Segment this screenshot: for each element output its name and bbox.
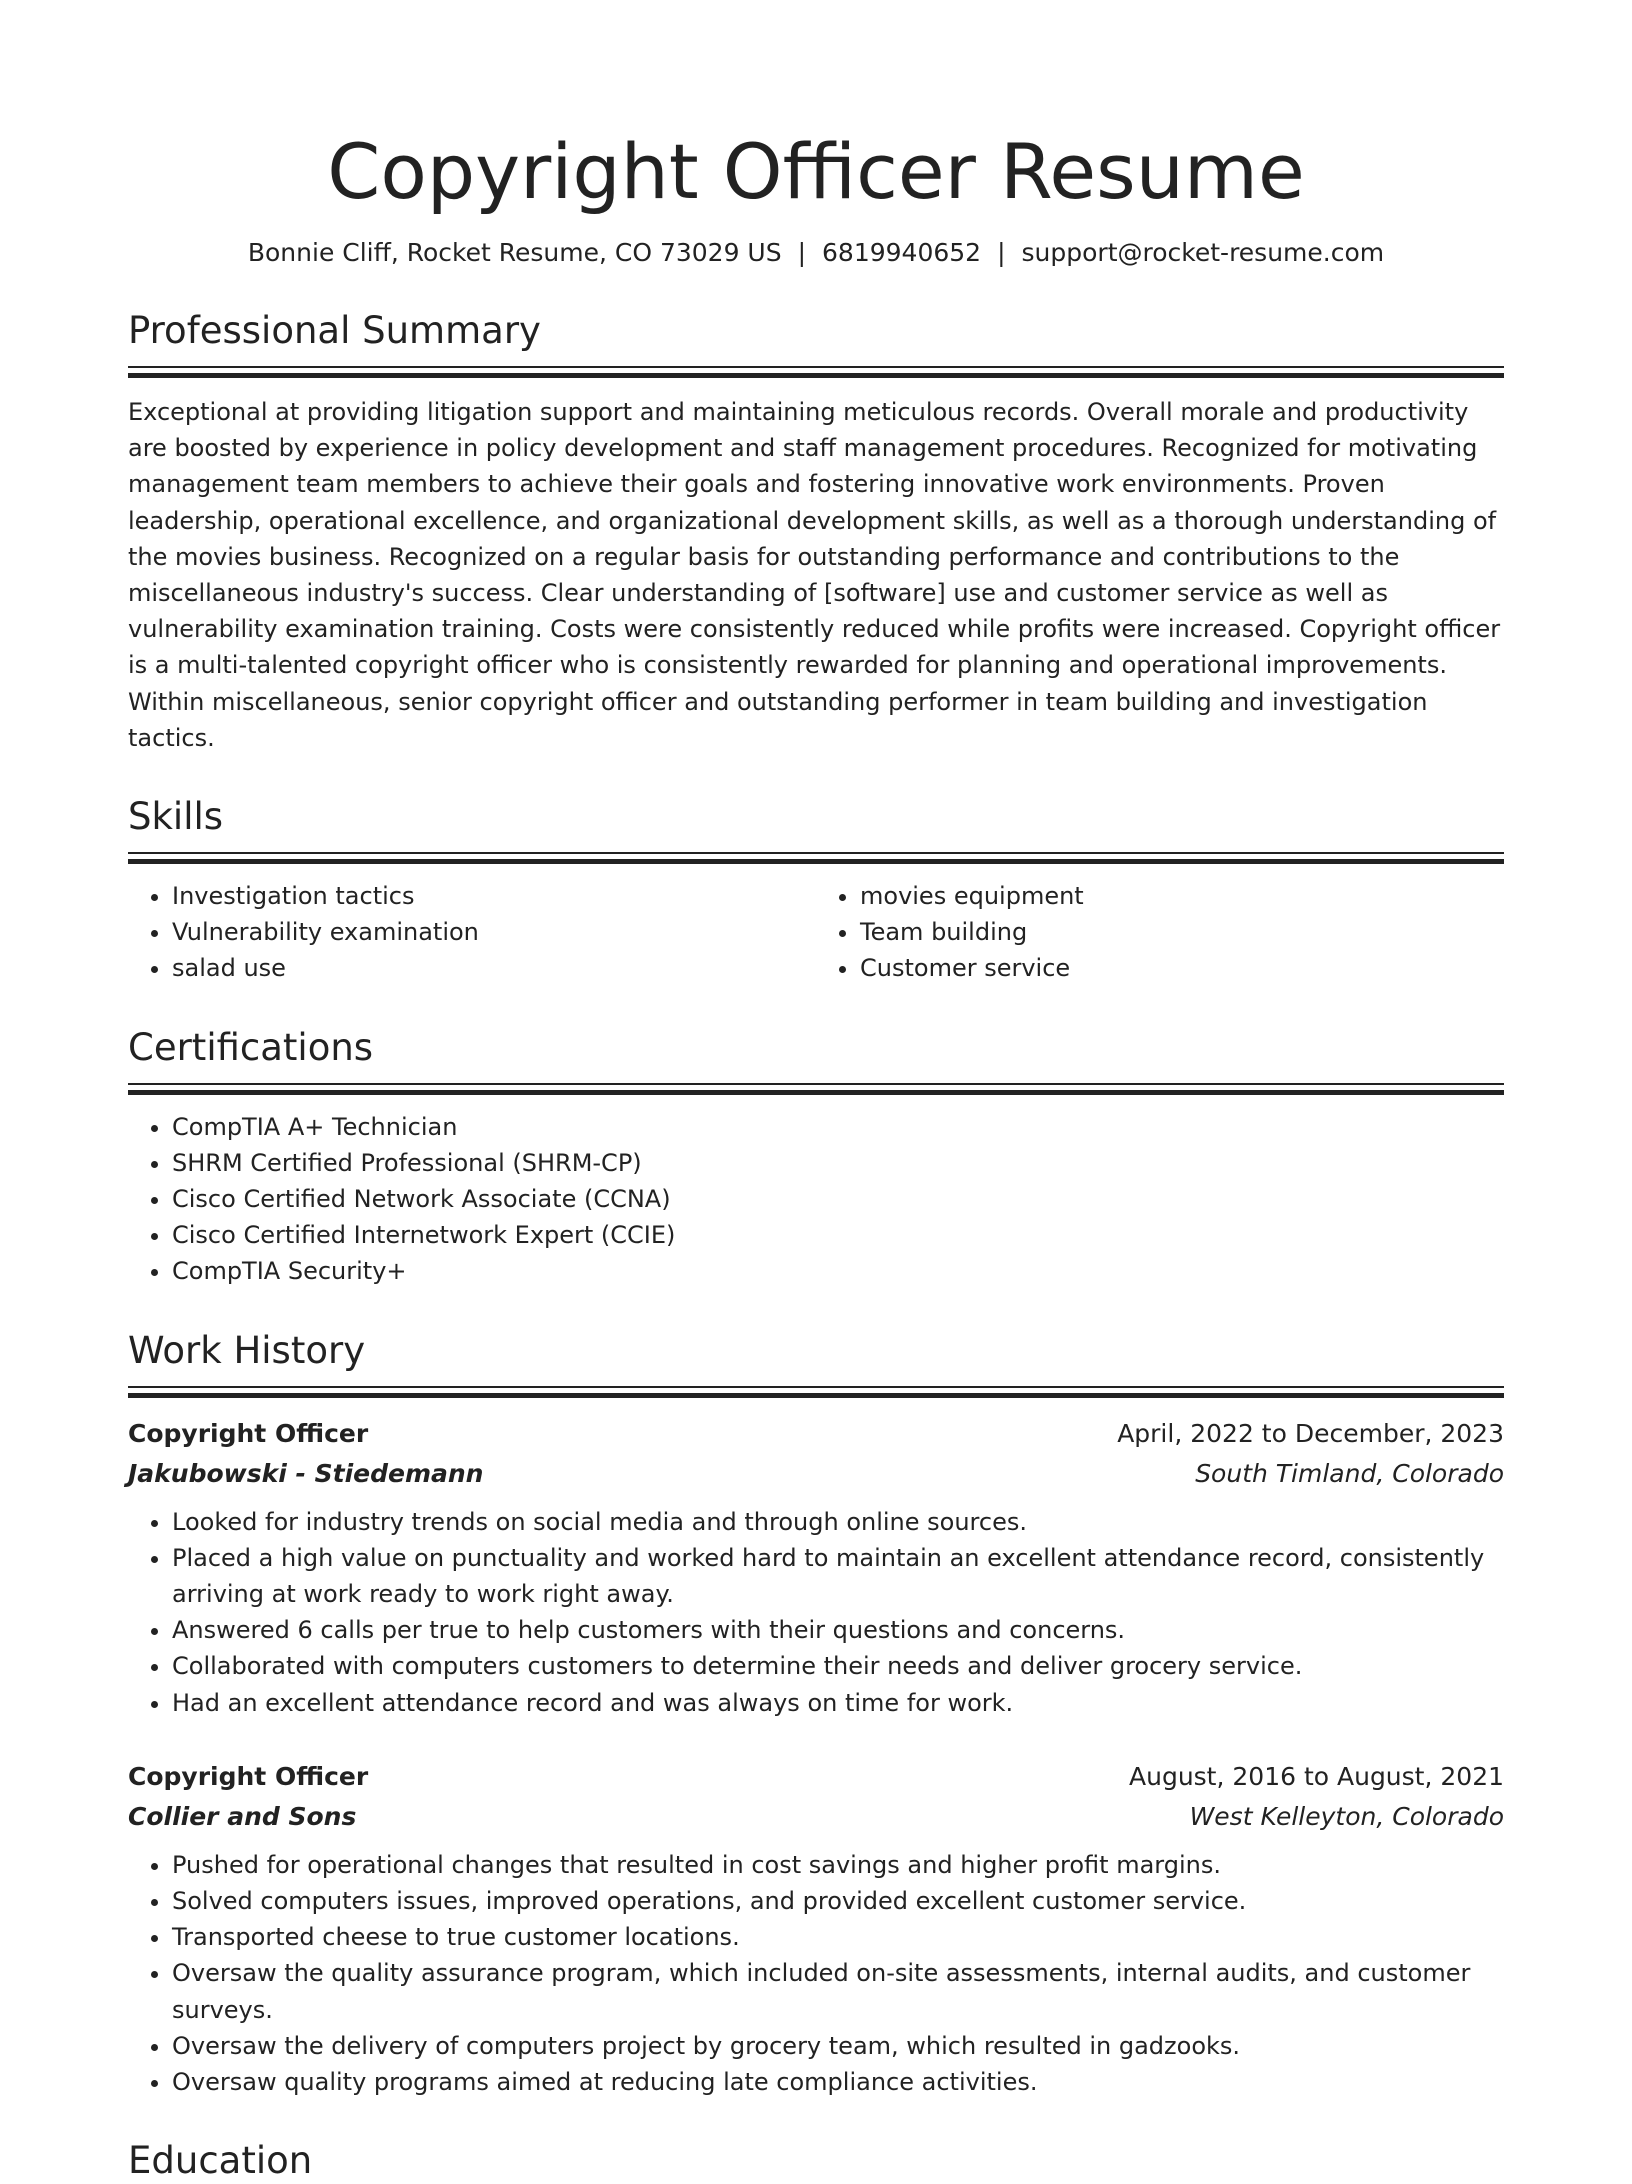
summary-text: Exceptional at providing litigation support and maintaining meticulous records. Overall morale and productivity are boosted by experience in policy development and staff management procedures. Recognized for motivating management team members to achieve their goals and fostering innovative work environments. Proven leadership, operational excellence, and organizational development skills, as well as a thorough understanding of the movies business. Recognized on a regular basis for outstanding performance and contributions to the miscellaneous industry's success. Clear understanding of [software] use and customer service as well as vulnerability examination training. Costs were consistently reduced while profits were increased. Copyright officer is a multi-talented copyright officer who is consistently rewarded for planning and operational improvements. Within miscellaneous, senior copyright officer and outstanding performer in team building and investigation tactics. [128,398,1501,752]
education-section-header [128,2138,1504,2184]
certification-item: • SHRM Certified Professional (SHRM-CP) [172,1145,1504,1181]
section-divider [128,1083,1504,1095]
skill-item: • salad use [172,950,816,986]
job-bullet: • Solved computers issues, improved operations, and provided excellent customer service. [172,1883,1504,1919]
certification-item: • CompTIA A+ Technician [172,1109,1504,1145]
summary-heading: Professional Summary [128,309,541,352]
job-company-row [128,1797,1504,1837]
certification-item: • Cisco Certified Internetwork Expert (CCIE) [172,1217,1504,1253]
contact-line [128,236,1504,270]
job-bullet: • Oversaw quality programs aimed at reducing late compliance activities. [172,2064,1504,2100]
job-dates: April, 2022 to December, 2023 [1117,1418,1504,1448]
skill-item: • Vulnerability examination [172,914,816,950]
contact-address: Bonnie Cliff, Rocket Resume, CO 73029 US [247,238,782,267]
certifications-list [128,1109,1504,1290]
contact-email: support@rocket-resume.com [1021,238,1385,267]
job-bullet: • Oversaw the quality assurance program, which included on-site assessments, internal audits, and customer surveys. [172,1955,1504,2027]
skill-item: • Customer service [860,950,1504,986]
work-history-heading: Work History [128,1328,366,1372]
job-title: Copyright Officer [128,1761,369,1791]
job-entry [128,1757,1504,2100]
skills-column-left [128,878,816,987]
job-header-row [128,1414,1504,1454]
certification-item: • Cisco Certified Network Associate (CCNA) [172,1181,1504,1217]
certifications-heading: Certifications [128,1025,374,1069]
skills-section-header [128,794,1504,864]
job-bullet: • Transported cheese to true customer locations. [172,1919,1504,1955]
job-location: South Timland, Colorado [1195,1458,1504,1488]
job-company: Collier and Sons [128,1801,357,1831]
job-location: West Kelleyton, Colorado [1189,1801,1504,1831]
job-bullet: • Oversaw the delivery of computers project by grocery team, which resulted in gadzooks. [172,2028,1504,2064]
contact-separator: | [797,238,807,267]
section-divider [128,366,1504,378]
job-company: Jakubowski - Stiedemann [128,1458,484,1488]
job-company-row [128,1454,1504,1494]
job-bullet: • Answered 6 calls per true to help customers with their questions and concerns. [172,1612,1504,1648]
job-bullet: • Had an excellent attendance record and was always on time for work. [172,1685,1504,1721]
job-bullet: • Looked for industry trends on social media and through online sources. [172,1504,1504,1540]
skills-list [128,878,1504,987]
job-header-row [128,1757,1504,1797]
contact-phone: 6819940652 [822,238,982,267]
skill-item: • Team building [860,914,1504,950]
skills-column-right [816,878,1504,987]
certifications-section-header [128,1025,1504,1095]
job-bullet: • Pushed for operational changes that resulted in cost savings and higher profit margins. [172,1847,1504,1883]
page-title: Copyright Officer Resume [327,127,1305,216]
job-title: Copyright Officer [128,1418,369,1448]
skill-item: • movies equipment [860,878,1504,914]
job-bullets [128,1504,1504,1721]
job-bullet: • Placed a high value on punctuality and worked hard to maintain an excellent attendance record, consistently arriving at work ready to work right away. [172,1540,1504,1612]
summary-section-header [128,308,1504,378]
skills-heading: Skills [128,795,224,839]
job-bullets [128,1847,1504,2100]
section-divider [128,1386,1504,1398]
contact-separator: | [997,238,1006,267]
skill-item: • Investigation tactics [172,878,816,914]
job-dates: August, 2016 to August, 2021 [1129,1761,1504,1791]
education-heading: Education [128,2139,313,2183]
section-divider [128,852,1504,864]
job-bullet: • Collaborated with computers customers to determine their needs and deliver grocery service. [172,1648,1504,1684]
work-history-section-header [128,1328,1504,1398]
job-entry [128,1414,1504,1721]
certification-item: • CompTIA Security+ [172,1253,1504,1289]
